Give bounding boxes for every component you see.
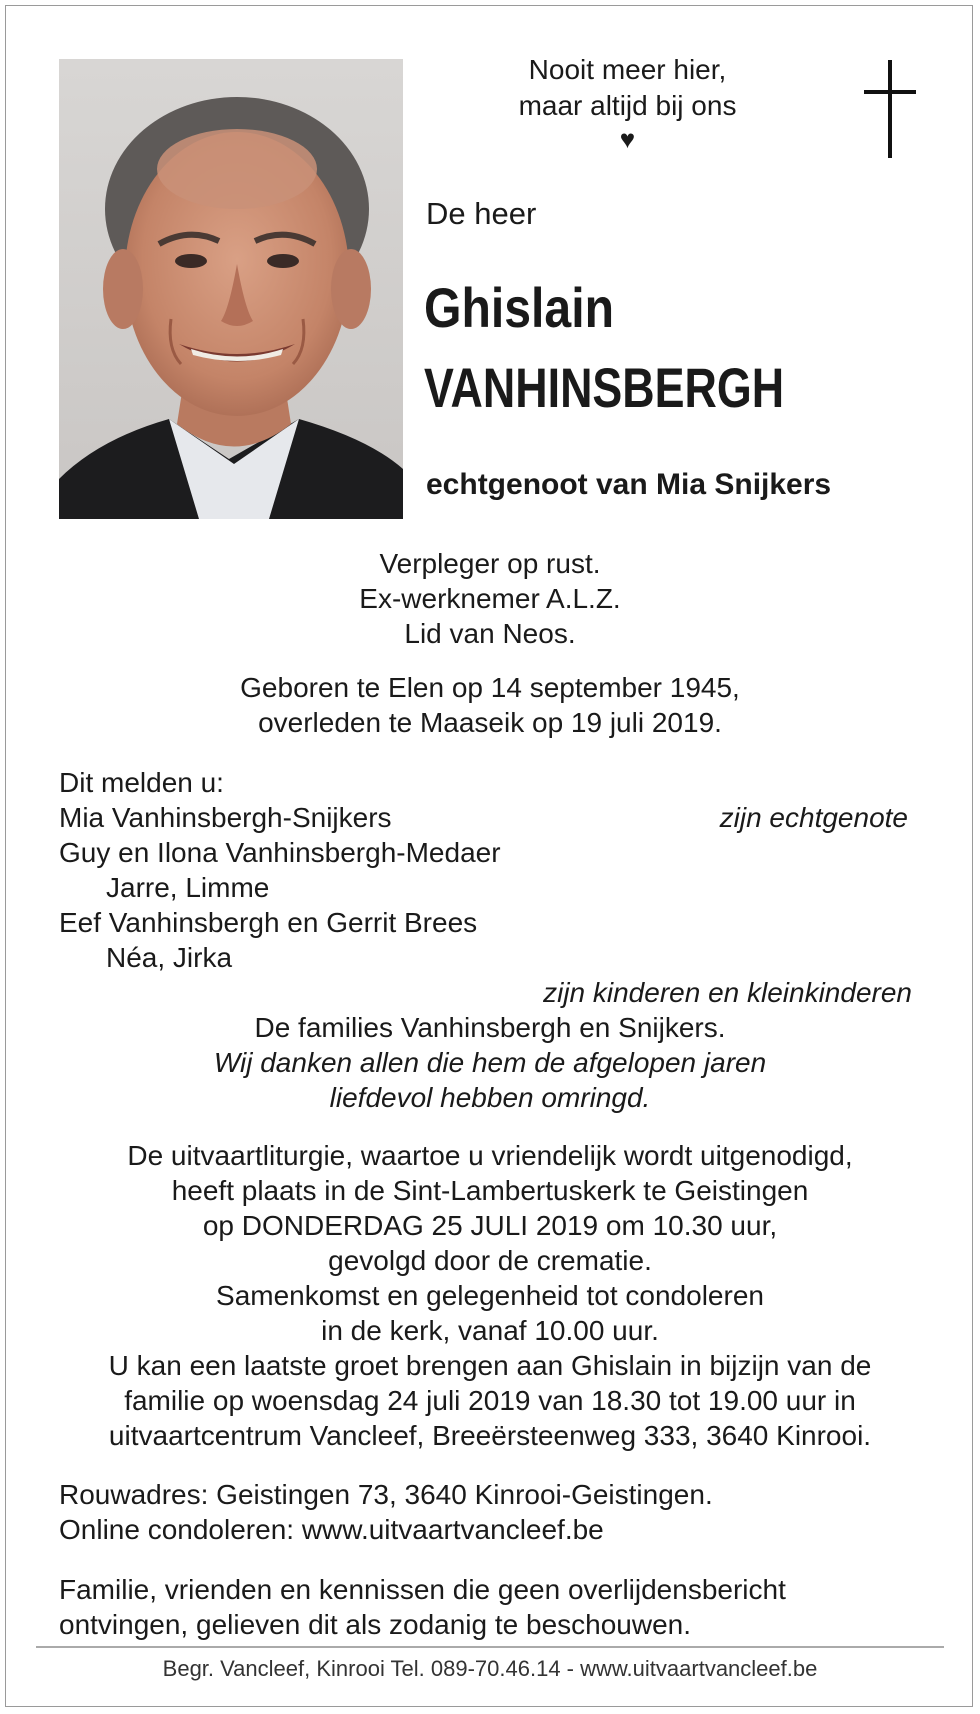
motto-line-2: maar altijd bij ons [518, 90, 737, 121]
title-line: Verpleger op rust. [379, 548, 601, 579]
funeral-line: heeft plaats in de Sint-Lambertuskerk te Geistingen [171, 1175, 809, 1206]
birth-death-block [40, 670, 940, 740]
funeral-block [40, 1138, 940, 1453]
families-line: De families Vanhinsbergh en Snijkers. [254, 1012, 726, 1043]
closing-line-2: ontvingen, gelieven dit als zodanig te beschouwen. [59, 1609, 691, 1640]
motto [470, 52, 785, 154]
announcers-intro: Dit melden u: [59, 767, 224, 798]
motto-line-1: Nooit meer hier, [528, 54, 727, 85]
child-1-grandchildren: Jarre, Limme [106, 872, 270, 903]
footer-divider [36, 1646, 944, 1648]
thanks-line-2: liefdevol hebben omringd. [329, 1082, 651, 1113]
funeral-line: U kan een laatste groet brengen aan Ghislain in bijzijn van de [108, 1350, 872, 1381]
spouse-line: echtgenoot van Mia Snijkers [426, 468, 832, 501]
deceased-first-name: Ghislain [424, 276, 615, 339]
birth-line: Geboren te Elen op 14 september 1945, [240, 672, 740, 703]
thanks-line-1: Wij danken allen die hem de afgelopen jaren [213, 1047, 767, 1078]
online-condolences: Online condoleren: www.uitvaartvancleef.be [59, 1514, 604, 1545]
death-line: overleden te Maaseik op 19 juli 2019. [258, 707, 722, 738]
child-1: Guy en Ilona Vanhinsbergh-Medaer [59, 837, 501, 868]
deceased-last-name: VANHINSBERGH [424, 356, 785, 419]
child-2: Eef Vanhinsbergh en Gerrit Brees [59, 907, 478, 938]
portrait-photo [59, 59, 403, 519]
cross-icon [860, 60, 920, 160]
families-block [40, 1010, 940, 1115]
funeral-line: De uitvaartliturgie, waartoe u vriendelijk wordt uitgenodigd, [127, 1140, 853, 1171]
funeral-line: familie op woensdag 24 juli 2019 van 18.30 tot 19.00 uur in [124, 1385, 856, 1416]
closing-line-1: Familie, vrienden en kennissen die geen overlijdensbericht [59, 1574, 786, 1605]
funeral-home-footer: Begr. Vancleef, Kinrooi Tel. 089-70.46.14 - www.uitvaartvancleef.be [162, 1656, 818, 1681]
child-2-grandchildren: Néa, Jirka [106, 942, 233, 973]
funeral-line: op DONDERDAG 25 JULI 2019 om 10.30 uur, [202, 1210, 778, 1241]
salutation: De heer [426, 196, 537, 231]
children-role: zijn kinderen en kleinkinderen [543, 977, 912, 1008]
titles-block [40, 546, 940, 651]
funeral-line: Samenkomst en gelegenheid tot condoleren [216, 1280, 764, 1311]
heart-icon: ♥ [619, 124, 636, 154]
title-line: Lid van Neos. [404, 618, 576, 649]
mourning-address: Rouwadres: Geistingen 73, 3640 Kinrooi-Geistingen. [59, 1479, 713, 1510]
spouse-role: zijn echtgenote [719, 802, 908, 833]
funeral-line: in de kerk, vanaf 10.00 uur. [321, 1315, 659, 1346]
title-line: Ex-werknemer A.L.Z. [359, 583, 621, 614]
funeral-line: gevolgd door de crematie. [328, 1245, 652, 1276]
funeral-line: uitvaartcentrum Vancleef, Breeërsteenweg 333, 3640 Kinrooi. [108, 1420, 872, 1451]
spouse-name: Mia Vanhinsbergh-Snijkers [59, 802, 392, 833]
